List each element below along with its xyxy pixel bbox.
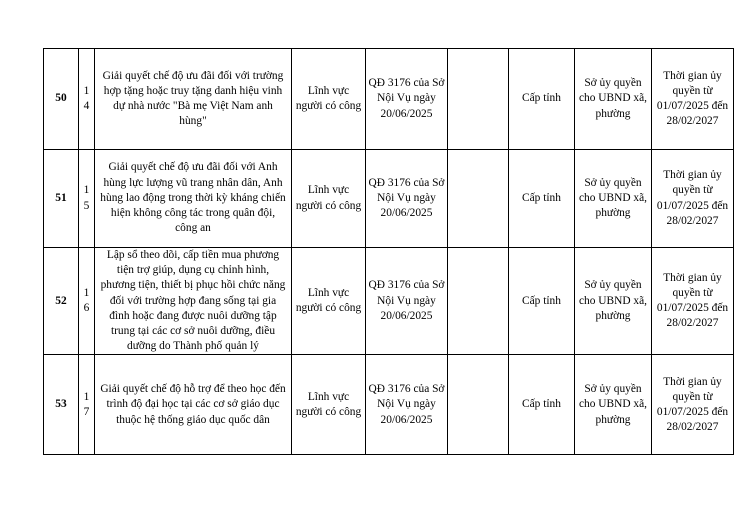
period-cell: Thời gian ủy quyền từ 01/07/2025 đến 28/02/2027 (652, 150, 734, 248)
field-cell: Lĩnh vực người có công (292, 355, 366, 455)
level-cell: Cấp tỉnh (509, 355, 575, 455)
empty-cell (448, 49, 509, 150)
sub-number: 16 (79, 248, 95, 355)
level-cell: Cấp tỉnh (509, 248, 575, 355)
empty-cell (448, 355, 509, 455)
procedure-name: Giải quyết chế độ hỗ trợ để theo học đến trình độ đại học tại các cơ sở giáo dục thuộc hệ thống giáo dục quốc dân (95, 355, 292, 455)
procedure-table (43, 48, 734, 455)
sub-number: 15 (79, 150, 95, 248)
table-row (44, 248, 734, 355)
field-cell: Lĩnh vực người có công (292, 248, 366, 355)
empty-cell (448, 150, 509, 248)
level-cell: Cấp tỉnh (509, 150, 575, 248)
decision-cell: QĐ 3176 của Sở Nội Vụ ngày 20/06/2025 (366, 355, 448, 455)
period-cell: Thời gian ủy quyền từ 01/07/2025 đến 28/02/2027 (652, 355, 734, 455)
table-row (44, 355, 734, 455)
field-cell: Lĩnh vực người có công (292, 49, 366, 150)
sub-number: 17 (79, 355, 95, 455)
delegate-cell: Sở ủy quyền cho UBND xã, phường (575, 150, 652, 248)
row-number: 52 (44, 248, 79, 355)
row-number: 51 (44, 150, 79, 248)
table-row (44, 49, 734, 150)
sub-number: 14 (79, 49, 95, 150)
delegate-cell: Sở ủy quyền cho UBND xã, phường (575, 248, 652, 355)
empty-cell (448, 248, 509, 355)
decision-cell: QĐ 3176 của Sở Nội Vụ ngày 20/06/2025 (366, 49, 448, 150)
level-cell: Cấp tỉnh (509, 49, 575, 150)
delegate-cell: Sở ủy quyền cho UBND xã, phường (575, 355, 652, 455)
field-cell: Lĩnh vực người có công (292, 150, 366, 248)
decision-cell: QĐ 3176 của Sở Nội Vụ ngày 20/06/2025 (366, 150, 448, 248)
procedure-name: Giải quyết chế độ ưu đãi đối với trường hợp tặng hoặc truy tặng danh hiệu vinh dự nhà nước "Bà mẹ Việt Nam anh hùng" (95, 49, 292, 150)
period-cell: Thời gian ủy quyền từ 01/07/2025 đến 28/02/2027 (652, 248, 734, 355)
procedure-name: Lập sổ theo dõi, cấp tiền mua phương tiện trợ giúp, dụng cụ chỉnh hình, phương tiện, thiết bị phục hồi chức năng đối với trường hợp đang sống tại gia đình hoặc đang được nuôi dưỡng tập trung tại các cơ sở nuôi dưỡng, điều dưỡng do Thành phố quản lý (95, 248, 292, 355)
row-number: 53 (44, 355, 79, 455)
decision-cell: QĐ 3176 của Sở Nội Vụ ngày 20/06/2025 (366, 248, 448, 355)
table-row (44, 150, 734, 248)
procedure-name: Giải quyết chế độ ưu đãi đối với Anh hùng lực lượng vũ trang nhân dân, Anh hùng lao động trong thời kỳ kháng chiến hiện không công tác trong quân đội, công an (95, 150, 292, 248)
period-cell: Thời gian ủy quyền từ 01/07/2025 đến 28/02/2027 (652, 49, 734, 150)
delegate-cell: Sở ủy quyền cho UBND xã, phường (575, 49, 652, 150)
row-number: 50 (44, 49, 79, 150)
